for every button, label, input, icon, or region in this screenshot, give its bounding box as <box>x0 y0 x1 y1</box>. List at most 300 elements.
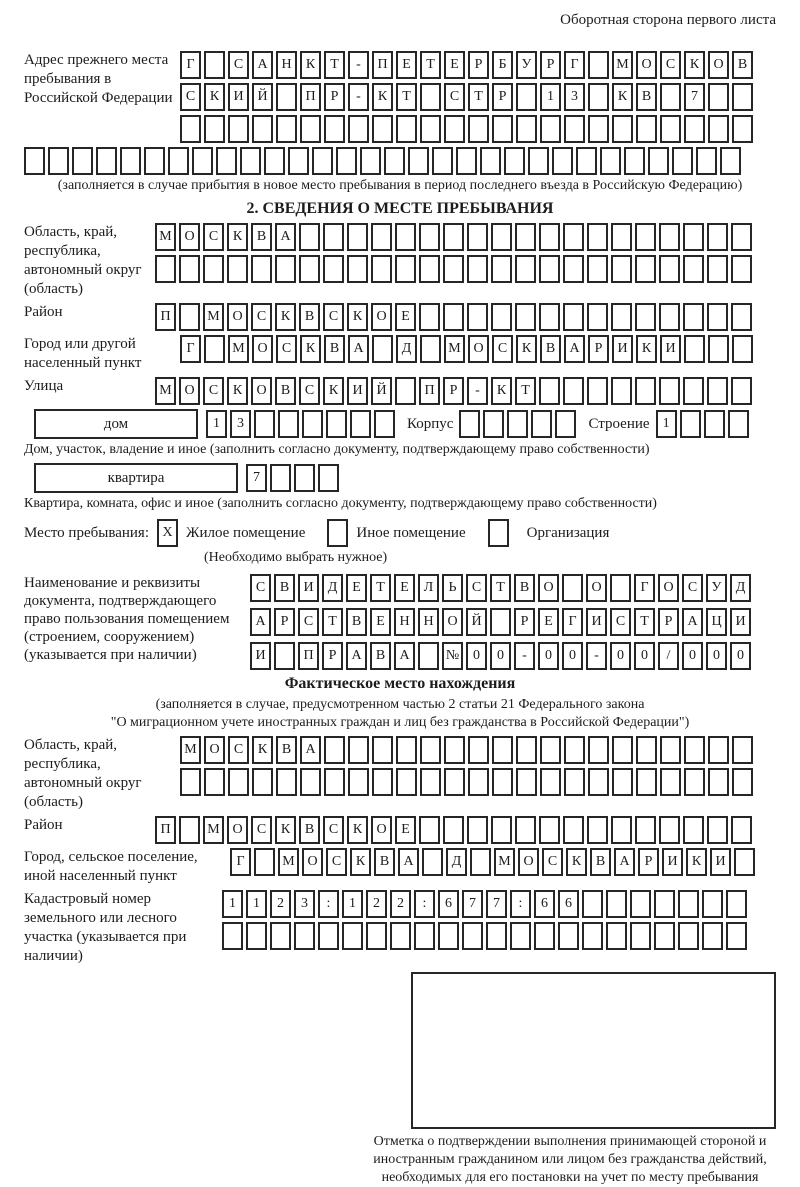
char-box[interactable] <box>611 223 632 251</box>
char-box[interactable]: 1 <box>222 890 243 918</box>
char-box[interactable]: Е <box>394 574 415 602</box>
char-box[interactable] <box>606 890 627 918</box>
char-box[interactable] <box>360 147 381 175</box>
char-box[interactable]: У <box>706 574 727 602</box>
char-box[interactable] <box>680 410 701 438</box>
char-box[interactable] <box>540 768 561 796</box>
char-box[interactable] <box>48 147 69 175</box>
char-box[interactable] <box>323 223 344 251</box>
char-box[interactable]: С <box>323 816 344 844</box>
char-box[interactable]: А <box>252 51 273 79</box>
char-box[interactable]: Й <box>466 608 487 636</box>
char-box[interactable] <box>635 816 656 844</box>
char-box[interactable] <box>462 922 483 950</box>
char-box[interactable]: Р <box>324 83 345 111</box>
char-box[interactable] <box>702 890 723 918</box>
char-box[interactable]: 7 <box>246 464 267 492</box>
char-box[interactable]: : <box>510 890 531 918</box>
char-box[interactable] <box>459 410 480 438</box>
char-box[interactable] <box>558 922 579 950</box>
char-box[interactable]: Б <box>492 51 513 79</box>
char-box[interactable] <box>491 816 512 844</box>
char-box[interactable] <box>288 147 309 175</box>
char-box[interactable]: О <box>302 848 323 876</box>
char-box[interactable]: : <box>414 890 435 918</box>
char-box[interactable] <box>707 816 728 844</box>
char-box[interactable] <box>414 922 435 950</box>
char-box[interactable]: А <box>564 335 585 363</box>
char-box[interactable]: Т <box>490 574 511 602</box>
char-box[interactable]: Р <box>443 377 464 405</box>
char-box[interactable] <box>659 255 680 283</box>
char-box[interactable]: О <box>636 51 657 79</box>
char-box[interactable] <box>731 255 752 283</box>
char-box[interactable] <box>278 410 299 438</box>
char-box[interactable] <box>168 147 189 175</box>
char-box[interactable] <box>707 223 728 251</box>
char-box[interactable]: В <box>732 51 753 79</box>
char-box[interactable] <box>420 115 441 143</box>
char-box[interactable] <box>372 768 393 796</box>
char-box[interactable]: О <box>468 335 489 363</box>
char-box[interactable] <box>480 147 501 175</box>
char-box[interactable]: 3 <box>230 410 251 438</box>
char-box[interactable] <box>611 816 632 844</box>
char-box[interactable] <box>444 736 465 764</box>
char-box[interactable]: 7 <box>486 890 507 918</box>
char-box[interactable] <box>155 255 176 283</box>
char-box[interactable] <box>564 736 585 764</box>
char-box[interactable]: П <box>300 83 321 111</box>
char-box[interactable]: О <box>442 608 463 636</box>
char-box[interactable]: В <box>540 335 561 363</box>
char-box[interactable] <box>294 464 315 492</box>
char-box[interactable] <box>270 464 291 492</box>
char-box[interactable] <box>636 768 657 796</box>
char-box[interactable]: А <box>250 608 271 636</box>
char-box[interactable] <box>120 147 141 175</box>
char-box[interactable] <box>726 922 747 950</box>
char-box[interactable]: С <box>326 848 347 876</box>
char-box[interactable] <box>324 768 345 796</box>
char-box[interactable] <box>294 922 315 950</box>
char-box[interactable] <box>348 115 369 143</box>
char-box[interactable]: Й <box>371 377 392 405</box>
char-box[interactable] <box>732 736 753 764</box>
char-box[interactable]: П <box>419 377 440 405</box>
char-box[interactable] <box>539 255 560 283</box>
char-box[interactable]: О <box>658 574 679 602</box>
char-box[interactable]: А <box>394 642 415 670</box>
char-box[interactable] <box>539 377 560 405</box>
char-box[interactable] <box>252 768 273 796</box>
char-box[interactable]: - <box>514 642 535 670</box>
char-box[interactable] <box>708 335 729 363</box>
char-box[interactable]: И <box>250 642 271 670</box>
char-box[interactable] <box>636 115 657 143</box>
char-box[interactable] <box>491 255 512 283</box>
char-box[interactable] <box>515 255 536 283</box>
char-box[interactable]: С <box>228 736 249 764</box>
char-box[interactable] <box>606 922 627 950</box>
char-box[interactable] <box>684 115 705 143</box>
char-box[interactable] <box>635 223 656 251</box>
char-box[interactable] <box>179 255 200 283</box>
char-box[interactable] <box>324 736 345 764</box>
char-box[interactable] <box>516 83 537 111</box>
char-box[interactable]: 0 <box>466 642 487 670</box>
char-box[interactable] <box>420 736 441 764</box>
char-box[interactable]: 7 <box>684 83 705 111</box>
char-box[interactable]: П <box>298 642 319 670</box>
char-box[interactable] <box>563 255 584 283</box>
char-box[interactable] <box>678 890 699 918</box>
char-box[interactable]: 1 <box>342 890 363 918</box>
char-box[interactable] <box>408 147 429 175</box>
char-box[interactable]: С <box>323 303 344 331</box>
char-box[interactable] <box>492 736 513 764</box>
char-box[interactable] <box>684 335 705 363</box>
char-box[interactable] <box>726 890 747 918</box>
char-box[interactable] <box>228 115 249 143</box>
char-box[interactable] <box>510 922 531 950</box>
char-box[interactable]: Й <box>252 83 273 111</box>
char-box[interactable] <box>467 816 488 844</box>
char-box[interactable]: Г <box>562 608 583 636</box>
char-box[interactable] <box>299 255 320 283</box>
char-box[interactable] <box>372 736 393 764</box>
char-box[interactable]: 6 <box>438 890 459 918</box>
char-box[interactable] <box>396 115 417 143</box>
char-box[interactable] <box>600 147 621 175</box>
char-box[interactable]: Д <box>396 335 417 363</box>
char-box[interactable]: 2 <box>366 890 387 918</box>
char-box[interactable] <box>678 922 699 950</box>
char-box[interactable]: 7 <box>462 890 483 918</box>
char-box[interactable]: А <box>398 848 419 876</box>
char-box[interactable] <box>612 736 633 764</box>
char-box[interactable] <box>396 736 417 764</box>
char-box[interactable]: С <box>610 608 631 636</box>
char-box[interactable] <box>318 922 339 950</box>
char-box[interactable]: Ц <box>706 608 727 636</box>
char-box[interactable]: - <box>348 83 369 111</box>
char-box[interactable]: М <box>180 736 201 764</box>
char-box[interactable] <box>246 922 267 950</box>
char-box[interactable]: О <box>538 574 559 602</box>
char-box[interactable] <box>515 303 536 331</box>
char-box[interactable]: X <box>157 519 178 547</box>
char-box[interactable]: 0 <box>490 642 511 670</box>
char-box[interactable]: М <box>494 848 515 876</box>
char-box[interactable] <box>504 147 525 175</box>
char-box[interactable] <box>708 83 729 111</box>
char-box[interactable] <box>731 223 752 251</box>
char-box[interactable]: И <box>347 377 368 405</box>
char-box[interactable] <box>327 519 348 547</box>
char-box[interactable] <box>300 768 321 796</box>
char-box[interactable]: О <box>179 377 200 405</box>
char-box[interactable] <box>582 890 603 918</box>
char-box[interactable]: 1 <box>246 890 267 918</box>
char-box[interactable] <box>204 335 225 363</box>
char-box[interactable] <box>318 464 339 492</box>
char-box[interactable]: О <box>251 377 272 405</box>
char-box[interactable] <box>418 642 439 670</box>
confirmation-stamp-area[interactable] <box>411 972 776 1129</box>
char-box[interactable]: 6 <box>534 890 555 918</box>
char-box[interactable]: С <box>203 377 224 405</box>
char-box[interactable]: И <box>228 83 249 111</box>
char-box[interactable]: - <box>467 377 488 405</box>
char-box[interactable]: 3 <box>294 890 315 918</box>
char-box[interactable]: И <box>660 335 681 363</box>
char-box[interactable] <box>264 147 285 175</box>
char-box[interactable] <box>728 410 749 438</box>
char-box[interactable]: О <box>518 848 539 876</box>
char-box[interactable] <box>395 223 416 251</box>
char-box[interactable]: К <box>684 51 705 79</box>
char-box[interactable] <box>395 377 416 405</box>
char-box[interactable] <box>696 147 717 175</box>
char-box[interactable] <box>492 115 513 143</box>
char-box[interactable] <box>612 768 633 796</box>
char-box[interactable] <box>660 83 681 111</box>
char-box[interactable] <box>456 147 477 175</box>
char-box[interactable] <box>419 255 440 283</box>
char-box[interactable] <box>707 377 728 405</box>
char-box[interactable]: О <box>227 303 248 331</box>
char-box[interactable]: 0 <box>610 642 631 670</box>
char-box[interactable] <box>470 848 491 876</box>
char-box[interactable] <box>630 890 651 918</box>
char-box[interactable]: 3 <box>564 83 585 111</box>
char-box[interactable]: С <box>203 223 224 251</box>
char-box[interactable] <box>371 255 392 283</box>
char-box[interactable] <box>516 115 537 143</box>
char-box[interactable] <box>635 255 656 283</box>
char-box[interactable]: 0 <box>538 642 559 670</box>
char-box[interactable]: В <box>274 574 295 602</box>
char-box[interactable]: М <box>203 303 224 331</box>
char-box[interactable] <box>540 115 561 143</box>
char-box[interactable] <box>588 736 609 764</box>
char-box[interactable] <box>587 377 608 405</box>
char-box[interactable]: П <box>372 51 393 79</box>
char-box[interactable] <box>420 335 441 363</box>
char-box[interactable]: Т <box>324 51 345 79</box>
char-box[interactable]: Г <box>230 848 251 876</box>
char-box[interactable]: В <box>251 223 272 251</box>
char-box[interactable]: 1 <box>540 83 561 111</box>
char-box[interactable]: Р <box>322 642 343 670</box>
char-box[interactable] <box>491 223 512 251</box>
char-box[interactable] <box>216 147 237 175</box>
char-box[interactable] <box>372 115 393 143</box>
char-box[interactable]: К <box>227 223 248 251</box>
char-box[interactable]: К <box>636 335 657 363</box>
char-box[interactable] <box>611 303 632 331</box>
char-box[interactable] <box>731 816 752 844</box>
char-box[interactable]: А <box>275 223 296 251</box>
char-box[interactable] <box>708 115 729 143</box>
char-box[interactable]: М <box>155 223 176 251</box>
char-box[interactable]: Е <box>395 816 416 844</box>
char-box[interactable] <box>96 147 117 175</box>
char-box[interactable]: О <box>227 816 248 844</box>
char-box[interactable]: Р <box>638 848 659 876</box>
char-box[interactable] <box>731 377 752 405</box>
char-box[interactable]: Т <box>468 83 489 111</box>
char-box[interactable]: С <box>180 83 201 111</box>
char-box[interactable]: С <box>228 51 249 79</box>
char-box[interactable]: Т <box>420 51 441 79</box>
char-box[interactable] <box>468 768 489 796</box>
char-box[interactable]: И <box>612 335 633 363</box>
char-box[interactable]: К <box>204 83 225 111</box>
char-box[interactable]: Р <box>468 51 489 79</box>
char-box[interactable] <box>635 377 656 405</box>
char-box[interactable]: Р <box>588 335 609 363</box>
char-box[interactable] <box>420 83 441 111</box>
char-box[interactable]: 0 <box>730 642 751 670</box>
char-box[interactable] <box>635 303 656 331</box>
char-box[interactable]: В <box>374 848 395 876</box>
char-box[interactable]: С <box>299 377 320 405</box>
char-box[interactable] <box>312 147 333 175</box>
char-box[interactable]: В <box>590 848 611 876</box>
char-box[interactable]: К <box>612 83 633 111</box>
char-box[interactable] <box>648 147 669 175</box>
char-box[interactable]: Т <box>370 574 391 602</box>
char-box[interactable] <box>348 736 369 764</box>
char-box[interactable]: С <box>276 335 297 363</box>
char-box[interactable]: Г <box>180 51 201 79</box>
char-box[interactable] <box>467 303 488 331</box>
char-box[interactable]: Г <box>180 335 201 363</box>
char-box[interactable]: Н <box>394 608 415 636</box>
char-box[interactable]: В <box>370 642 391 670</box>
char-box[interactable]: К <box>227 377 248 405</box>
char-box[interactable] <box>275 255 296 283</box>
char-box[interactable] <box>683 303 704 331</box>
char-box[interactable]: К <box>350 848 371 876</box>
char-box[interactable] <box>683 377 704 405</box>
char-box[interactable] <box>552 147 573 175</box>
char-box[interactable] <box>252 115 273 143</box>
char-box[interactable]: М <box>612 51 633 79</box>
char-box[interactable] <box>491 303 512 331</box>
char-box[interactable] <box>683 255 704 283</box>
char-box[interactable] <box>555 410 576 438</box>
char-box[interactable]: К <box>300 51 321 79</box>
char-box[interactable]: К <box>516 335 537 363</box>
char-box[interactable] <box>704 410 725 438</box>
char-box[interactable]: И <box>730 608 751 636</box>
char-box[interactable] <box>72 147 93 175</box>
char-box[interactable] <box>204 51 225 79</box>
char-box[interactable] <box>323 255 344 283</box>
char-box[interactable] <box>563 377 584 405</box>
char-box[interactable] <box>240 147 261 175</box>
char-box[interactable] <box>720 147 741 175</box>
char-box[interactable] <box>587 816 608 844</box>
char-box[interactable]: Т <box>322 608 343 636</box>
char-box[interactable] <box>654 922 675 950</box>
char-box[interactable]: № <box>442 642 463 670</box>
char-box[interactable]: С <box>682 574 703 602</box>
char-box[interactable] <box>204 115 225 143</box>
char-box[interactable] <box>144 147 165 175</box>
char-box[interactable]: М <box>203 816 224 844</box>
char-box[interactable]: М <box>155 377 176 405</box>
char-box[interactable] <box>299 223 320 251</box>
char-box[interactable]: Ь <box>442 574 463 602</box>
char-box[interactable] <box>467 223 488 251</box>
char-box[interactable] <box>347 255 368 283</box>
char-box[interactable]: О <box>204 736 225 764</box>
char-box[interactable]: С <box>251 816 272 844</box>
char-box[interactable]: Р <box>540 51 561 79</box>
char-box[interactable]: С <box>251 303 272 331</box>
char-box[interactable] <box>683 816 704 844</box>
char-box[interactable] <box>179 303 200 331</box>
char-box[interactable]: 1 <box>656 410 677 438</box>
char-box[interactable]: С <box>492 335 513 363</box>
char-box[interactable] <box>708 736 729 764</box>
char-box[interactable]: К <box>252 736 273 764</box>
char-box[interactable] <box>684 736 705 764</box>
char-box[interactable] <box>660 115 681 143</box>
char-box[interactable] <box>443 223 464 251</box>
char-box[interactable]: Т <box>396 83 417 111</box>
char-box[interactable] <box>302 410 323 438</box>
char-box[interactable]: Е <box>370 608 391 636</box>
char-box[interactable] <box>228 768 249 796</box>
char-box[interactable]: В <box>514 574 535 602</box>
char-box[interactable]: А <box>346 642 367 670</box>
char-box[interactable] <box>659 303 680 331</box>
char-box[interactable]: 0 <box>562 642 583 670</box>
char-box[interactable]: - <box>348 51 369 79</box>
char-box[interactable]: / <box>658 642 679 670</box>
char-box[interactable] <box>507 410 528 438</box>
char-box[interactable]: Е <box>346 574 367 602</box>
char-box[interactable] <box>486 922 507 950</box>
char-box[interactable] <box>336 147 357 175</box>
char-box[interactable] <box>659 816 680 844</box>
char-box[interactable]: К <box>566 848 587 876</box>
char-box[interactable]: О <box>179 223 200 251</box>
char-box[interactable]: О <box>371 816 392 844</box>
char-box[interactable] <box>274 642 295 670</box>
char-box[interactable]: О <box>252 335 273 363</box>
char-box[interactable] <box>732 335 753 363</box>
char-box[interactable] <box>438 922 459 950</box>
char-box[interactable] <box>732 768 753 796</box>
char-box[interactable]: Р <box>274 608 295 636</box>
char-box[interactable]: Г <box>564 51 585 79</box>
char-box[interactable] <box>684 768 705 796</box>
char-box[interactable]: К <box>686 848 707 876</box>
char-box[interactable] <box>588 51 609 79</box>
char-box[interactable] <box>443 816 464 844</box>
char-box[interactable] <box>395 255 416 283</box>
char-box[interactable] <box>222 922 243 950</box>
char-box[interactable] <box>636 736 657 764</box>
char-box[interactable]: 1 <box>206 410 227 438</box>
char-box[interactable] <box>624 147 645 175</box>
